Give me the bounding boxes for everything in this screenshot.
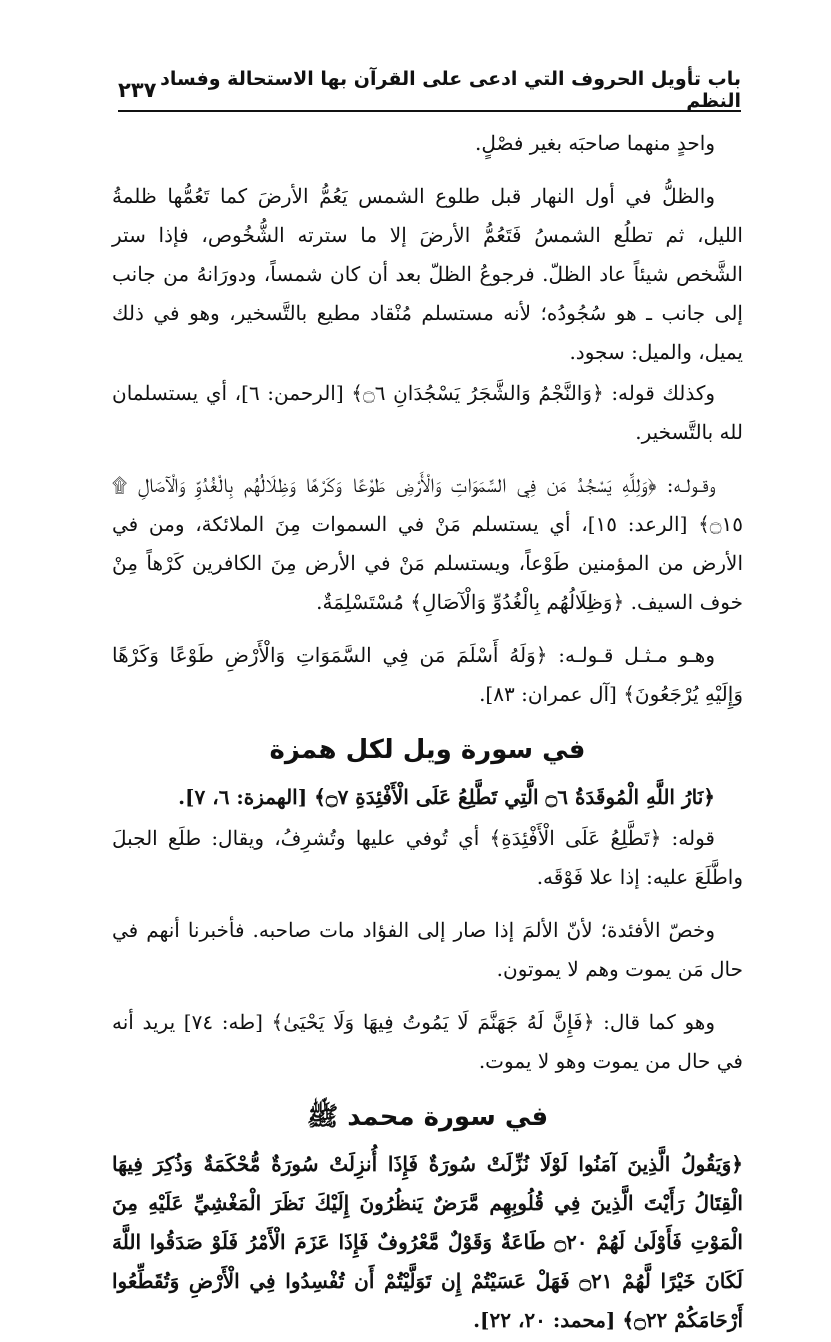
quran-verse: ﴿وَيَقُولُ الَّذِينَ آمَنُوا لَوْلَا نُزِّلَتْ سُورَةٌ فَإِذَا أُنزِلَتْ سُورَةٌ مُّحْكَمَةٌ وَذُكِرَ فِيهَا الْقِتَالُ رَأَيْتَ الَّذِينَ فِي قُلُوبِهِم مَّرَضٌ يَنظُرُونَ إِلَيْكَ نَظَرَ الْمَغْشِيِّ عَلَيْهِ مِنَ الْمَوْتِ فَأَوْلَىٰ لَهُمْ ۝٢٠ طَاعَةٌ وَقَوْلٌ مَّعْرُوفٌ فَإِذَا عَزَمَ الْأَمْرُ فَلَوْ صَدَقُوا اللَّهَ لَكَانَ خَيْرًا لَّهُمْ ۝٢١ فَهَلْ عَسَيْتُمْ إِن تَوَلَّيْتُمْ أَن تُفْسِدُوا فِي الْأَرْضِ وَتُقَطِّعُوا أَرْحَامَكُمْ ۝٢٢﴾ [محمد: ٢٠، ٢٢].: [112, 1152, 744, 1332]
paragraph-gap: [112, 454, 743, 466]
paragraph-gap: [112, 991, 743, 1003]
paragraph: والظلُّ في أول النهار قبل طلوع الشمس يَعُمُّ الأرضَ كما تَعُمُّها ظلمةُ الليل، ثم تطلُع الشمسُ فَتَعُمُّ الأرضَ إلا ما سترته الشُّخُوص، فإذا ستر الشَّخص شيئاً عاد الظلّ. فرجوعُ الظلّ بعد أن كان شمساً، ودورَانهُ من جانب إلى جانب ـ هو سُجُودُه؛ لأنه مستسلم مُنْقاد مطيع بالتَّسخير، وهو في ذلك يميل، والميل: سجود.: [112, 184, 743, 364]
quran-verse: ﴿نَارُ اللَّهِ الْمُوقَدَةُ ۝٦ الَّتِي تَطَّلِعُ عَلَى الْأَفْئِدَةِ ۝٧﴾ [الهمزة: ٦، ٧].: [178, 785, 715, 809]
section-heading: في سورة ويل لكل همزة: [269, 735, 586, 765]
page-body: [112, 124, 743, 1342]
paragraph-gap: [112, 165, 743, 177]
paragraph: واحدٍ منهما صاحبَه بغير فصْلٍ.: [474, 131, 715, 155]
paragraph: وهـو مـثـل قـولـه: ﴿وَلَهُ أَسْلَمَ مَن فِي السَّمَوَاتِ وَالْأَرْضِ طَوْعًا وَكَرْهًا وَإِلَيْهِ يُرْجَعُونَ﴾ [آل عمران: ٨٣].: [112, 643, 743, 706]
paragraph: وكذلك قوله: ﴿وَالنَّجْمُ وَالشَّجَرُ يَسْجُدَانِ ۝٦﴾ [الرحمن: ٦]، أي يستسلمان لله بالتَّسخير.: [112, 381, 743, 444]
running-header: [118, 70, 741, 112]
paragraph: وخصّ الأفئدة؛ لأنّ الألمَ إذا صار إلى الفؤاد مات صاحبه. فأخبرنا أنهم في حال مَن يموت وهم لا يموتون.: [112, 918, 743, 981]
paragraph: قوله: ﴿تَطَّلِعُ عَلَى الْأَفْئِدَةِ﴾ أي تُوفي عليها وتُشرِفُ، ويقال: طلَع الجبلَ واطَّلَعَ عليه: إذا علا فَوْقَه.: [112, 826, 743, 889]
paragraph-gap: [112, 624, 743, 636]
section-heading: في سورة محمد ﷺ: [306, 1102, 549, 1132]
chapter-title: باب تأويل الحروف التي ادعى على القرآن بها الاستحالة وفساد النظم: [160, 68, 741, 112]
paragraph-gap: [112, 899, 743, 911]
paragraph: وقـولـه: ﴿وَلِلَّهِ يَسْجُدُ مَن فِي السَّمَوَاتِ وَالْأَرْضِ طَوْعًا وَكَرْهًا وَظِلَالُهُم بِالْغُدُوِّ وَالْآصَالِ ۩ ۝١٥﴾ [الرعد: ١٥]، أي يستسلم مَنْ في السموات مِنَ الملائكة، ومن في الأرض من المؤمنين طَوْعاً، ويستسلم مَنْ في الأرض مِنَ الكافرين كَرْهاً مِنْ خوف السيف. ﴿وَظِلَالُهُم بِالْغُدُوِّ وَالْآصَالِ﴾ مُسْتَسْلِمَةٌ.: [112, 473, 744, 614]
paragraph: وهو كما قال: ﴿فَإِنَّ لَهُ جَهَنَّمَ لَا يَمُوتُ فِيهَا وَلَا يَحْيَىٰ﴾ [طه: ٧٤] يريد أنه في حال من يموت وهو لا يموت.: [112, 1010, 743, 1073]
page-number: ٢٣٧: [118, 78, 157, 102]
